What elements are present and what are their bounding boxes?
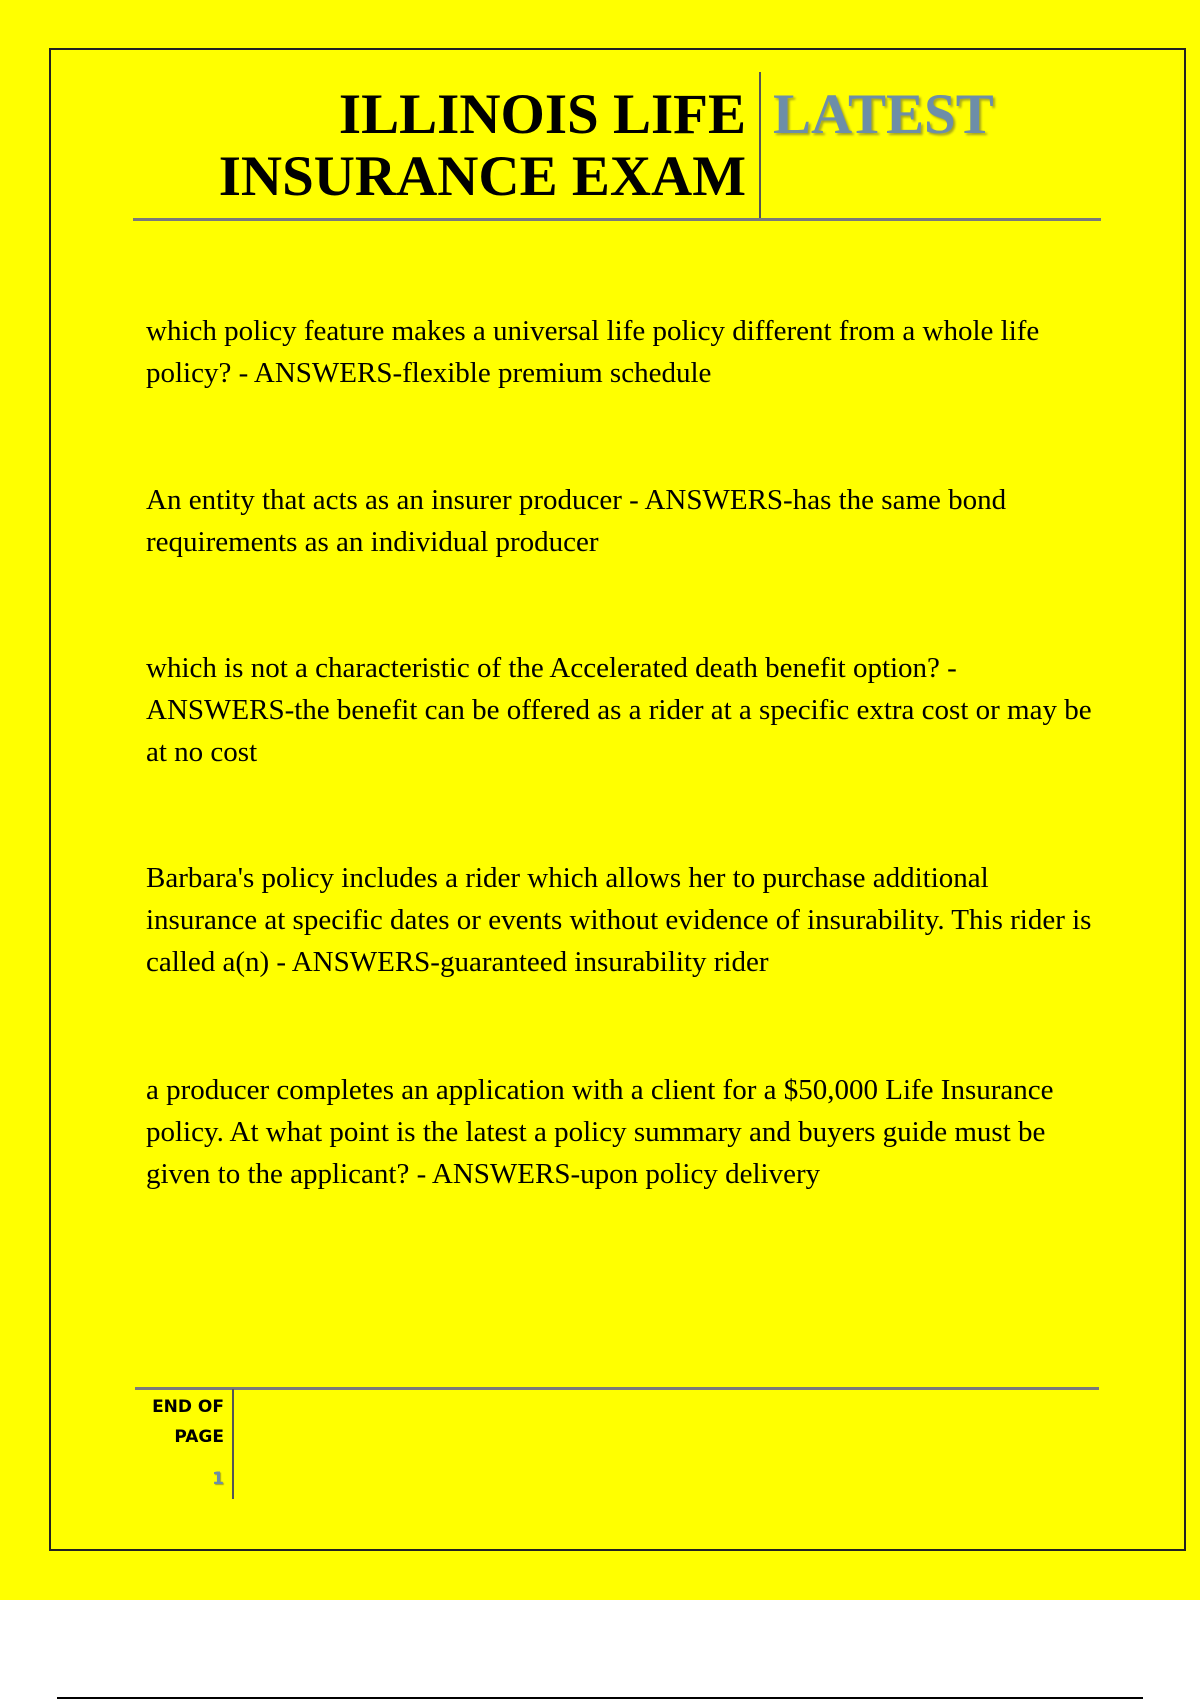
qa-item-3: which is not a characteristic of the Accelerated death benefit option? - ANSWERS-the benefit can be offered as a rider at a specific extra cost or may be at no cost [146, 652, 1092, 768]
title-divider [759, 72, 761, 220]
page-border [49, 48, 1186, 1551]
qa-item-2: An entity that acts as an insurer producer - ANSWERS-has the same bond requirements as an individual producer [146, 484, 1007, 558]
document-title [133, 84, 746, 208]
end-of-page-line-2: PAGE [174, 1427, 224, 1447]
bottom-rule [57, 1697, 1143, 1699]
page-number: 1 [212, 1469, 224, 1489]
end-of-page-label [130, 1392, 224, 1452]
title-line-1: ILLINOIS LIFE [338, 83, 746, 146]
latest-badge: LATEST [773, 83, 994, 146]
document-header [133, 72, 1101, 220]
footer-divider [232, 1389, 234, 1499]
title-line-2: INSURANCE EXAM [218, 145, 746, 208]
header-rule [133, 218, 1101, 221]
footer-rule [135, 1387, 1099, 1390]
end-of-page-line-1: END OF [152, 1397, 224, 1417]
qa-item-5: a producer completes an application with a client for a $50,000 Life Insurance policy. At what point is the latest a policy summary and buyers guide must be given to the applicant? - ANSWERS-upon policy delivery [146, 1074, 1054, 1190]
qa-item-4: Barbara's policy includes a rider which allows her to purchase additional insurance at specific dates or events without evidence of insurability. This rider is called a(n) - ANSWERS-guaranteed insurability rider [146, 862, 1092, 978]
qa-item-1: which policy feature makes a universal life policy different from a whole life policy? - ANSWERS-flexible premium schedule [146, 315, 1040, 389]
